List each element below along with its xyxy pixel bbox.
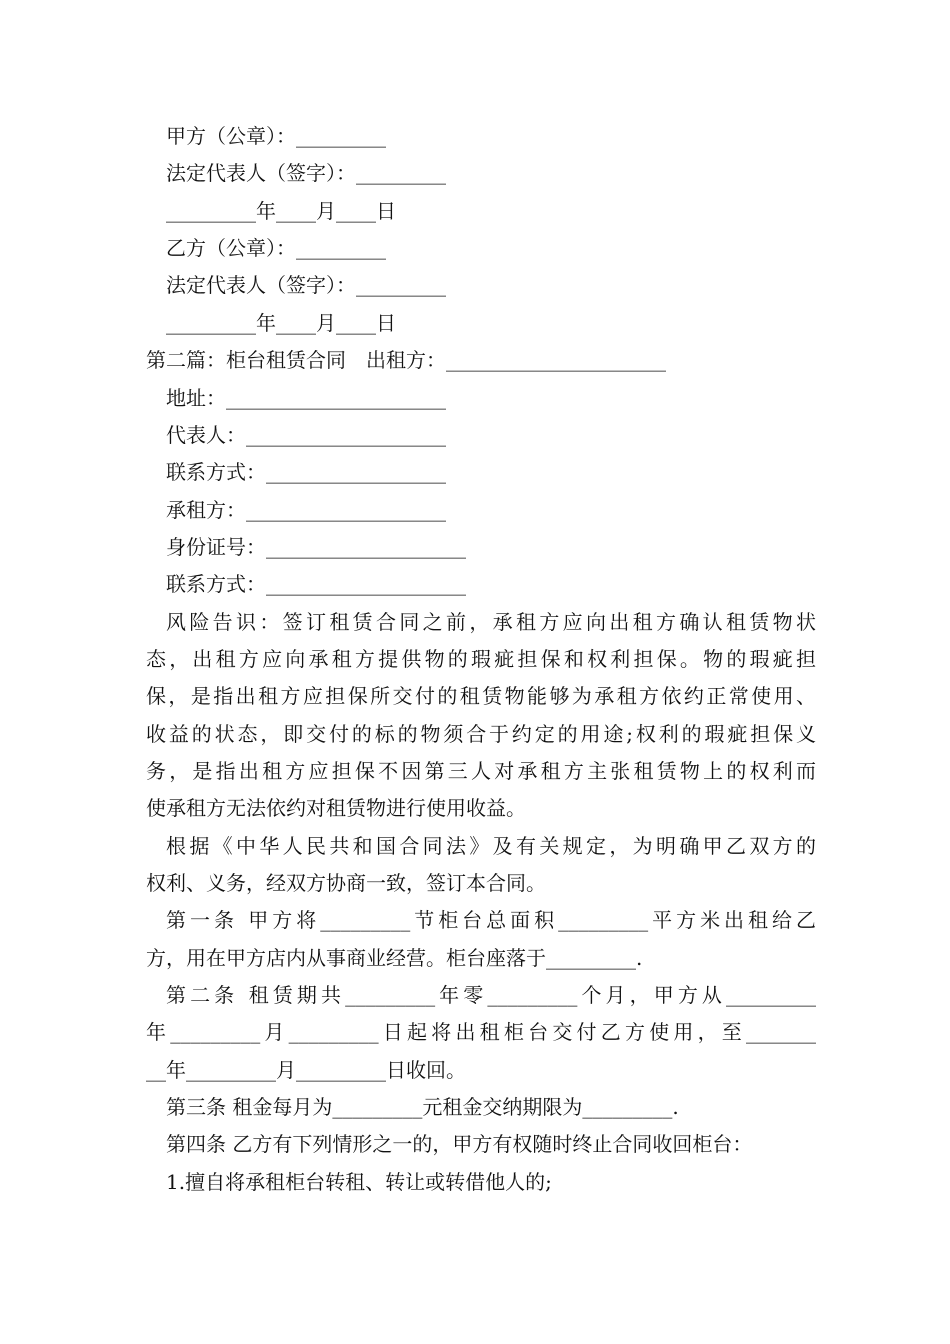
risk-notice-line: 态，出租方应向承租方提供物的瑕疵担保和权利担保。物的瑕疵担	[146, 647, 816, 671]
party-a-seal-line: 甲方（公章）：_________	[166, 124, 386, 148]
preamble-line: 根据《中华人民共和国合同法》及有关规定，为明确甲乙双方的	[166, 834, 816, 858]
party-b-seal-line: 乙方（公章）：_________	[166, 236, 386, 260]
lessor-address-line: 地址：______________________	[166, 386, 446, 410]
article-1-line: 方，用在甲方店内从事商业经营。柜台座落于_________.	[146, 946, 643, 970]
lessor-contact-line: 联系方式：__________________	[166, 460, 446, 484]
article-2-line: 年_________月_________日起将出租柜台交付乙方使用，至_______	[146, 1020, 816, 1044]
article-2-line: __年_________月_________日收回。	[146, 1058, 466, 1082]
article-2-line: 第二条 租赁期共_________年零_________个月，甲方从_________	[166, 983, 816, 1007]
second-contract-title-line: 第二篇：柜台租赁合同 出租方：______________________	[146, 348, 666, 372]
article-4-item-1: 1.擅自将承租柜台转租、转让或转借他人的;	[166, 1170, 552, 1194]
party-a-representative-line: 法定代表人（签字）：_________	[166, 161, 446, 185]
risk-notice-line: 保，是指出租方应担保所交付的租赁物能够为承租方依约正常使用、	[146, 684, 816, 708]
risk-notice-line: 务，是指出租方应担保不因第三人对承租方主张租赁物上的权利而	[146, 759, 816, 783]
party-b-date-line: _________年____月____日	[166, 311, 396, 335]
article-3-line: 第三条 租金每月为_________元租金交纳期限为_________.	[166, 1095, 679, 1119]
lessee-contact-line: 联系方式：____________________	[166, 572, 466, 596]
lessee-id-line: 身份证号：____________________	[166, 535, 466, 559]
party-a-date-line: _________年____月____日	[166, 199, 396, 223]
lessee-line: 承租方：____________________	[166, 498, 446, 522]
article-4-line: 第四条 乙方有下列情形之一的，甲方有权随时终止合同收回柜台：	[166, 1132, 753, 1156]
risk-notice-line: 风险告识：签订租赁合同之前，承租方应向出租方确认租赁物状	[166, 610, 816, 634]
preamble-line: 权利、义务，经双方协商一致，签订本合同。	[146, 871, 546, 895]
lessor-representative-line: 代表人：____________________	[166, 423, 446, 447]
risk-notice-line: 使承租方无法依约对租赁物进行使用收益。	[146, 796, 526, 820]
article-1-line: 第一条 甲方将_________节柜台总面积_________平方米出租给乙	[166, 908, 816, 932]
party-b-representative-line: 法定代表人（签字）：_________	[166, 273, 446, 297]
risk-notice-line: 收益的状态，即交付的标的物须合于约定的用途;权利的瑕疵担保义	[146, 722, 816, 746]
